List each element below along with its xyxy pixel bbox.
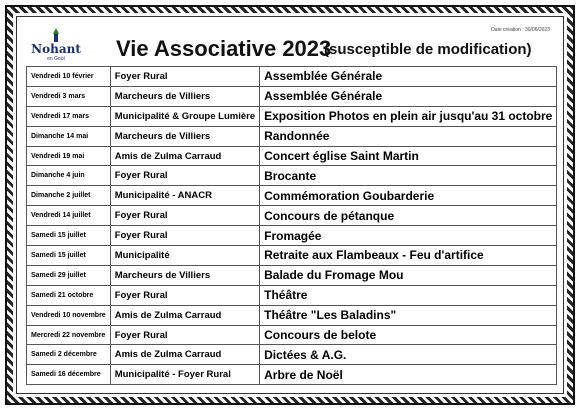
table-row <box>27 285 557 305</box>
event-organizer: Marcheurs de Villiers <box>110 265 259 285</box>
table-row <box>27 226 557 246</box>
event-date: Vendredi 10 novembre <box>27 305 111 325</box>
table-row <box>27 126 557 146</box>
event-name: Concours de belote <box>260 325 557 345</box>
logo-subtext: en Goüt <box>47 56 65 62</box>
event-name: Arbre de Noël <box>260 365 557 385</box>
event-name: Concours de pétanque <box>260 206 557 226</box>
event-organizer: Amis de Zulma Carraud <box>110 305 259 325</box>
table-row <box>27 265 557 285</box>
event-organizer: Municipalité & Groupe Lumière <box>110 106 259 126</box>
logo-text: Nohant <box>31 42 81 56</box>
event-name: Exposition Photos en plein air jusqu'au 31 octobre <box>260 106 557 126</box>
event-date: Vendredi 3 mars <box>27 86 111 106</box>
event-name: Balade du Fromage Mou <box>260 265 557 285</box>
event-date: Samedi 15 juillet <box>27 226 111 246</box>
page-subtitle: (susceptible de modification) <box>324 41 532 58</box>
event-organizer: Foyer Rural <box>110 325 259 345</box>
event-date: Samedi 16 décembre <box>27 365 111 385</box>
events-table <box>26 66 557 385</box>
table-row <box>27 325 557 345</box>
table-row <box>27 146 557 166</box>
creation-date: Date création : 30/06/2023 <box>491 27 550 33</box>
event-organizer: Foyer Rural <box>110 285 259 305</box>
page-title: Vie Associative 2023 <box>116 36 332 61</box>
event-organizer: Marcheurs de Villiers <box>110 126 259 146</box>
table-row <box>27 345 557 365</box>
event-date: Vendredi 10 février <box>27 67 111 87</box>
table-row <box>27 67 557 87</box>
table-row <box>27 186 557 206</box>
event-name: Randonnée <box>260 126 557 146</box>
table-row <box>27 246 557 266</box>
event-organizer: Marcheurs de Villiers <box>110 86 259 106</box>
event-name: Fromagée <box>260 226 557 246</box>
event-organizer: Foyer Rural <box>110 67 259 87</box>
event-date: Dimanche 2 juillet <box>27 186 111 206</box>
event-date: Samedi 2 décembre <box>27 345 111 365</box>
event-organizer: Foyer Rural <box>110 226 259 246</box>
table-row <box>27 86 557 106</box>
event-organizer: Municipalité <box>110 246 259 266</box>
event-date: Dimanche 4 juin <box>27 166 111 186</box>
event-date: Mercredi 22 novembre <box>27 325 111 345</box>
table-row <box>27 106 557 126</box>
table-row <box>27 365 557 385</box>
event-name: Théâtre "Les Baladins" <box>260 305 557 325</box>
event-date: Samedi 15 juillet <box>27 246 111 266</box>
event-name: Brocante <box>260 166 557 186</box>
church-tower-icon <box>51 28 61 42</box>
event-organizer: Amis de Zulma Carraud <box>110 146 259 166</box>
event-date: Vendredi 17 mars <box>27 106 111 126</box>
event-name: Théâtre <box>260 285 557 305</box>
table-row <box>27 305 557 325</box>
event-name: Commémoration Goubarderie <box>260 186 557 206</box>
event-date: Vendredi 14 juillet <box>27 206 111 226</box>
event-date: Dimanche 14 mai <box>27 126 111 146</box>
event-organizer: Foyer Rural <box>110 206 259 226</box>
event-organizer: Foyer Rural <box>110 166 259 186</box>
event-date: Samedi 21 octobre <box>27 285 111 305</box>
event-name: Assemblée Générale <box>260 86 557 106</box>
event-organizer: Municipalité - ANACR <box>110 186 259 206</box>
event-name: Dictées & A.G. <box>260 345 557 365</box>
event-organizer: Municipalité - Foyer Rural <box>110 365 259 385</box>
table-row <box>27 206 557 226</box>
logo <box>30 26 82 66</box>
event-organizer: Amis de Zulma Carraud <box>110 345 259 365</box>
event-name: Concert église Saint Martin <box>260 146 557 166</box>
event-name: Assemblée Générale <box>260 67 557 87</box>
event-date: Samedi 29 juillet <box>27 265 111 285</box>
event-date: Vendredi 19 mai <box>27 146 111 166</box>
event-name: Retraite aux Flambeaux - Feu d'artifice <box>260 246 557 266</box>
table-row <box>27 166 557 186</box>
